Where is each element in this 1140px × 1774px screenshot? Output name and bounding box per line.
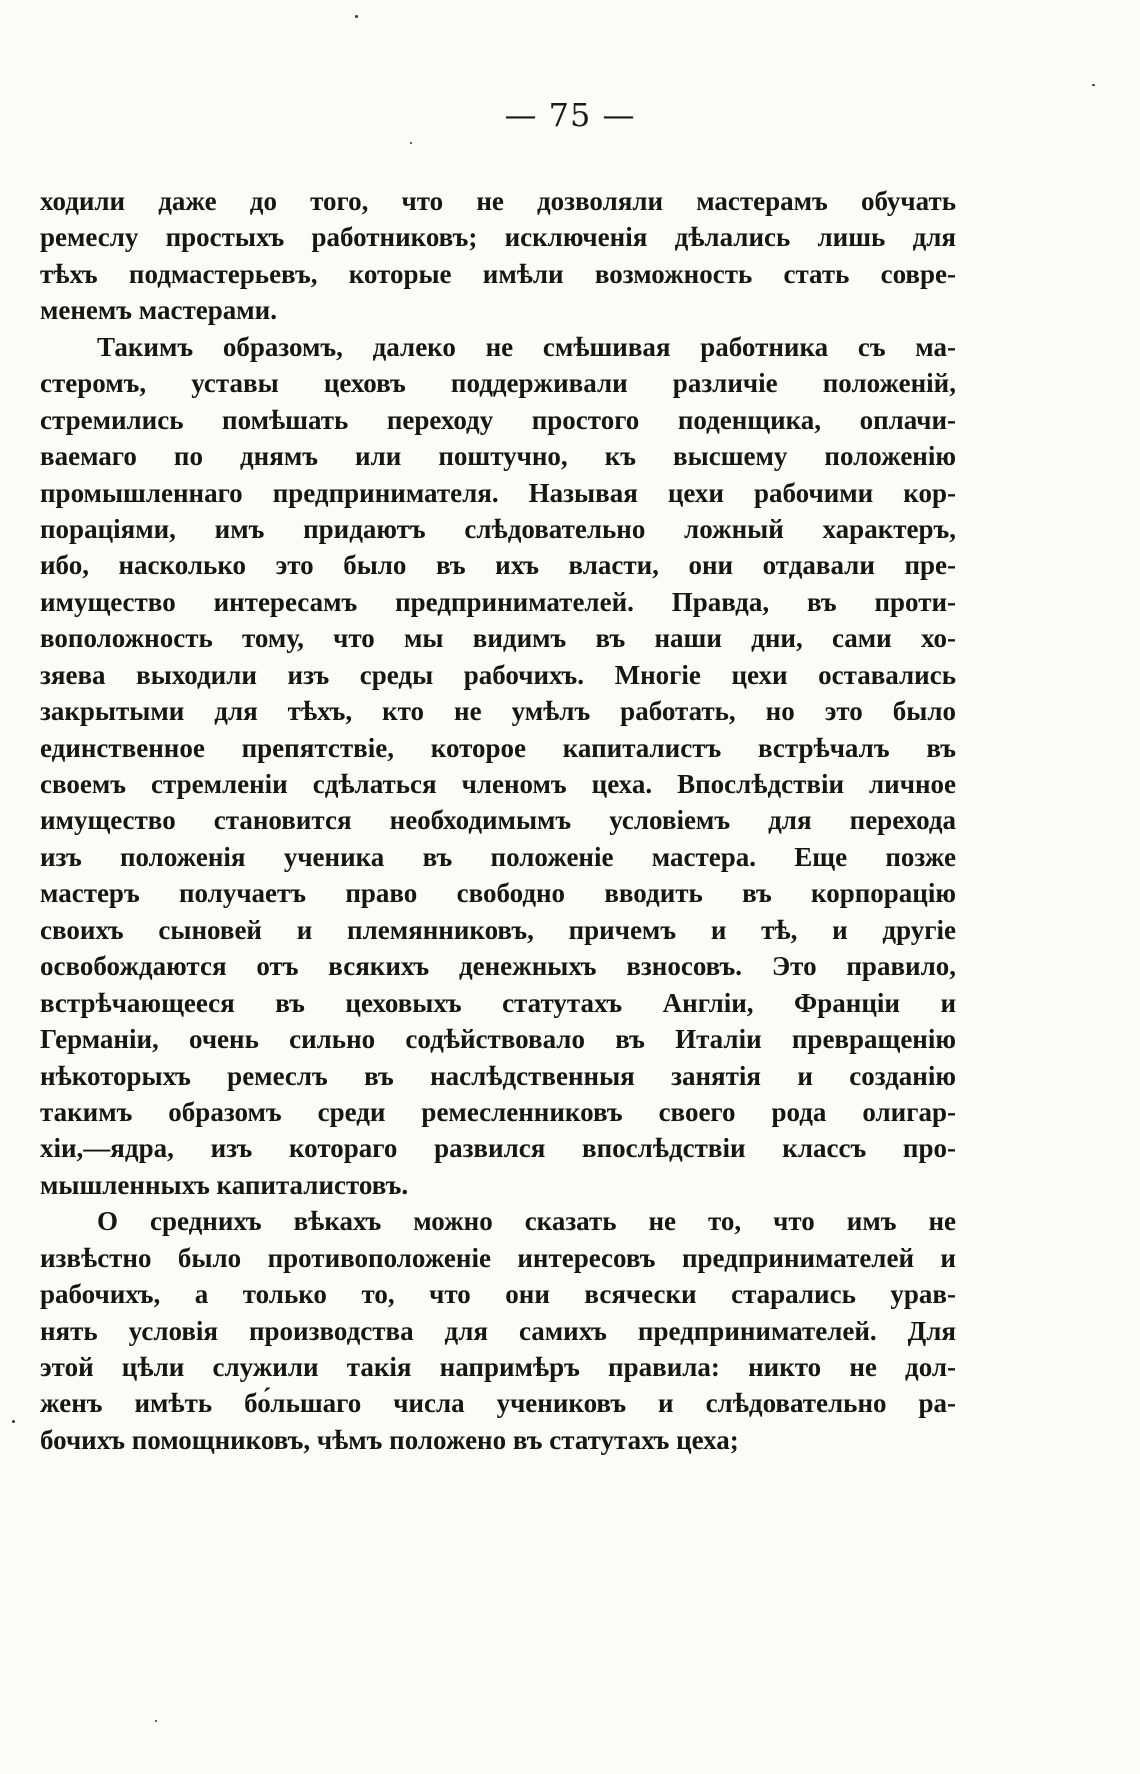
scan-speck bbox=[12, 1420, 15, 1423]
text-line: рабочихъ, а только то, что они всячески старались урав- bbox=[40, 1279, 956, 1310]
text-line: тѣхъ подмастерьевъ, которые имѣли возможность стать совре- bbox=[40, 258, 956, 289]
text-line: воположность тому, что мы видимъ въ наши дни, сами хо- bbox=[40, 623, 956, 654]
text-line: встрѣчающееся въ цеховыхъ статутахъ Англіи, Франціи и bbox=[40, 987, 956, 1018]
scan-speck bbox=[410, 142, 412, 144]
text-line: Германіи, очень сильно содѣйствовало въ Италіи превращенію bbox=[40, 1024, 956, 1055]
text-line: закрытыми для тѣхъ, кто не умѣлъ работать, но это было bbox=[40, 696, 956, 727]
scan-speck bbox=[1092, 84, 1095, 86]
text-line: такимъ образомъ среди ремесленниковъ своего рода олигар- bbox=[40, 1096, 956, 1127]
text-line: менемъ мастерами. bbox=[40, 295, 277, 326]
scan-speck bbox=[155, 1720, 157, 1722]
text-line: ходили даже до того, что не дозволяли мастерамъ обучать bbox=[40, 186, 956, 216]
page-number: — 75 — bbox=[504, 96, 636, 134]
text-line: пораціями, имъ придаютъ слѣдовательно ложный характеръ, bbox=[40, 513, 956, 544]
text-line: хіи,—ядра, изъ котораго развился впослѣдствіи классъ про- bbox=[40, 1133, 956, 1164]
text-line: бочихъ помощниковъ, чѣмъ положено въ статутахъ цеха; bbox=[40, 1424, 739, 1455]
text-line: единственное препятствіе, которое капиталистъ встрѣчалъ въ bbox=[40, 732, 956, 763]
text-line: ремеслу простыхъ работниковъ; исключенія дѣлались лишь для bbox=[40, 222, 956, 253]
text-line: мышленныхъ капиталистовъ. bbox=[40, 1169, 409, 1200]
text-line: освобождаются отъ всякихъ денежныхъ взносовъ. Это правило, bbox=[40, 951, 956, 982]
text-line: зяева выходили изъ среды рабочихъ. Многіе цехи оставались bbox=[40, 659, 956, 690]
text-line: женъ имѣть бо́льшаго числа учениковъ и слѣдовательно ра- bbox=[40, 1388, 956, 1419]
text-line: своемъ стремленіи сдѣлаться членомъ цеха. Впослѣдствіи личное bbox=[40, 769, 956, 799]
text-line: ибо, насколько это было въ ихъ власти, они отдавали пре- bbox=[40, 550, 956, 581]
text-line: своихъ сыновей и племянниковъ, причемъ и тѣ, и другіе bbox=[40, 914, 956, 945]
text-line: извѣстно было противоположеніе интересовъ предпринимателей и bbox=[40, 1242, 956, 1273]
text-line: стремились помѣшать переходу простого поденщика, оплачи- bbox=[40, 404, 956, 435]
text-line: этой цѣли служили такія напримѣръ правила: никто не дол- bbox=[40, 1352, 956, 1382]
text-line: Такимъ образомъ, далеко не смѣшивая работника съ ма- bbox=[97, 331, 956, 362]
text-line: О среднихъ вѣкахъ можно сказать не то, что имъ не bbox=[97, 1206, 956, 1237]
text-line: имущество интересамъ предпринимателей. Правда, въ проти- bbox=[40, 586, 956, 617]
text-line: мастеръ получаетъ право свободно вводить въ корпорацію bbox=[40, 878, 956, 909]
body-text bbox=[40, 183, 956, 1458]
text-line: нять условія производства для самихъ предпринимателей. Для bbox=[40, 1315, 956, 1346]
text-line: имущество становится необходимымъ условіемъ для перехода bbox=[40, 805, 956, 836]
text-line: изъ положенія ученика въ положеніе мастера. Еще позже bbox=[40, 841, 956, 872]
text-line: стеромъ, уставы цеховъ поддерживали различіе положеній, bbox=[40, 368, 956, 399]
scan-speck bbox=[355, 15, 358, 18]
text-line: промышленнаго предпринимателя. Называя цехи рабочими кор- bbox=[40, 477, 956, 508]
text-line: нѣкоторыхъ ремеслъ въ наслѣдственныя занятія и созданію bbox=[40, 1060, 956, 1091]
text-line: ваемаго по днямъ или поштучно, къ высшему положенію bbox=[40, 441, 956, 472]
